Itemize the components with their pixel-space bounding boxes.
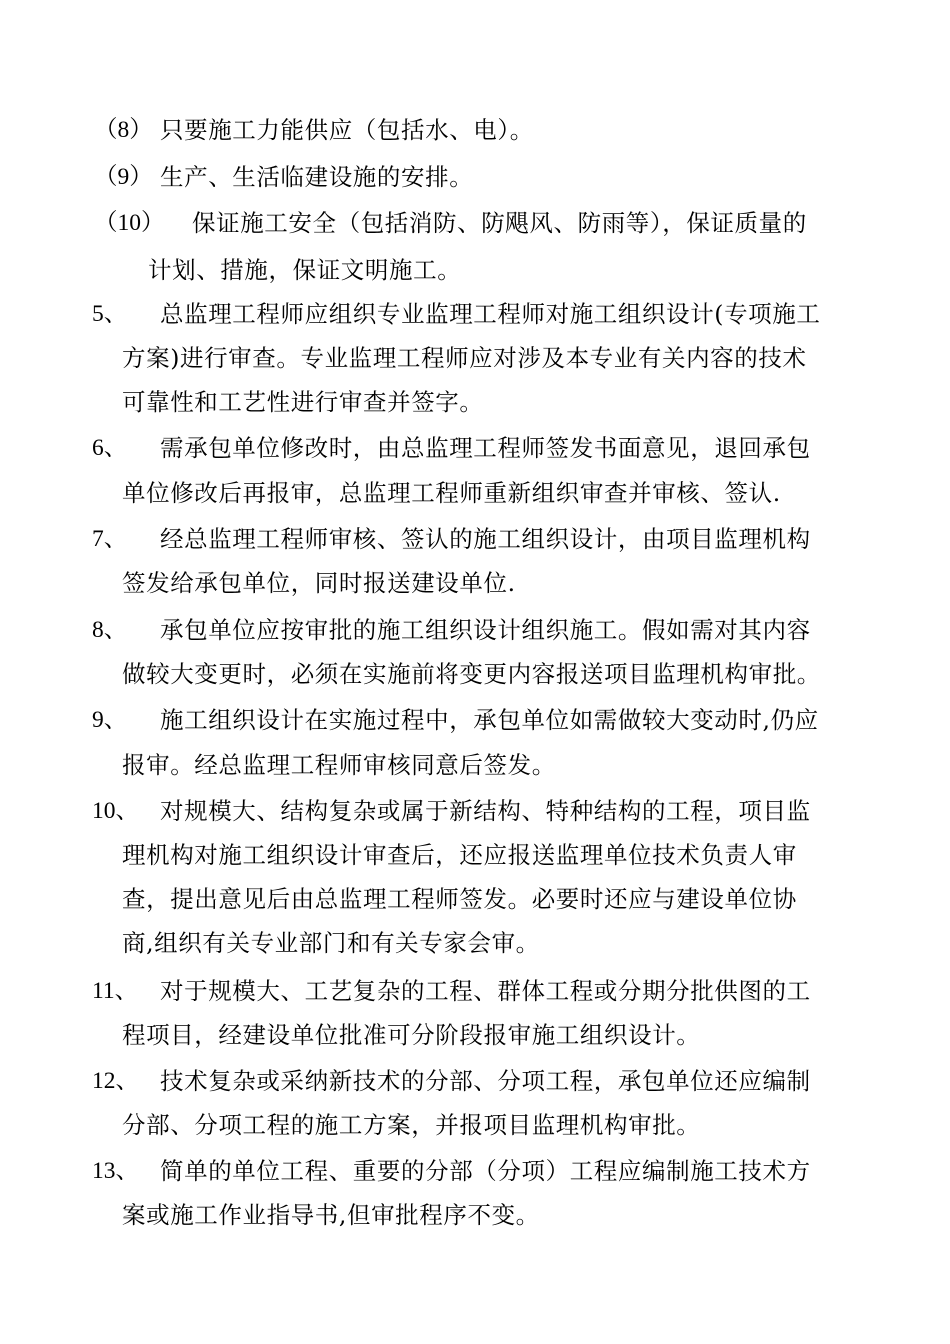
item-text-line: 只要施工力能供应（包括水、电）。 xyxy=(160,116,534,144)
item-text-line: 方案)进行审查。专业监理工程师应对涉及本专业有关内容的技术 xyxy=(122,344,807,372)
item-text-line: 简单的单位工程、重要的分部（分项）工程应编制施工技术方 xyxy=(160,1157,811,1185)
item-text-line: 案或施工作业指导书,但审批程序不变。 xyxy=(122,1201,540,1229)
item-text-line: 计划、措施，保证文明施工。 xyxy=(148,256,462,284)
item-text-line: 需承包单位修改时，由总监理工程师签发书面意见，退回承包 xyxy=(160,434,811,462)
item-number: （9） xyxy=(94,164,153,190)
item-number: 10、 xyxy=(92,798,139,824)
item-text-line: 程项目，经建设单位批准可分阶段报审施工组织设计。 xyxy=(122,1021,701,1049)
item-text-line: 单位修改后再报审，总监理工程师重新组织审查并审核、签认. xyxy=(122,479,781,507)
item-number: （10） xyxy=(94,210,165,236)
item-number: （8） xyxy=(94,117,153,143)
item-text-line: 报审。经总监理工程师审核同意后签发。 xyxy=(122,751,556,779)
item-number: 6、 xyxy=(92,435,128,461)
item-text-line: 商,组织有关专业部门和有关专家会审。 xyxy=(122,929,540,957)
item-number: 5、 xyxy=(92,301,128,327)
item-text-line: 技术复杂或采纳新技术的分部、分项工程，承包单位还应编制 xyxy=(160,1067,811,1095)
item-text-line: 签发给承包单位，同时报送建设单位. xyxy=(122,569,516,597)
item-number: 12、 xyxy=(92,1068,139,1094)
item-text-line: 做较大变更时，必须在实施前将变更内容报送项目监理机构审批。 xyxy=(122,660,821,688)
item-text-line: 总监理工程师应组织专业监理工程师对施工组织设计(专项施工 xyxy=(160,300,821,328)
item-text-line: 可靠性和工艺性进行审查并签字。 xyxy=(122,388,484,416)
item-text-line: 查，提出意见后由总监理工程师签发。必要时还应与建设单位协 xyxy=(122,885,797,913)
item-text-line: 理机构对施工组织设计审查后，还应报送监理单位技术负责人审 xyxy=(122,841,797,869)
item-number: 8、 xyxy=(92,617,128,643)
item-text-line: 保证施工安全（包括消防、防飓风、防雨等），保证质量的 xyxy=(192,209,807,237)
item-text-line: 对规模大、结构复杂或属于新结构、特种结构的工程，项目监 xyxy=(160,797,811,825)
item-number: 7、 xyxy=(92,526,128,552)
item-number: 13、 xyxy=(92,1158,139,1184)
item-text-line: 分部、分项工程的施工方案，并报项目监理机构审批。 xyxy=(122,1111,701,1139)
item-text-line: 承包单位应按审批的施工组织设计组织施工。假如需对其内容 xyxy=(160,616,811,644)
item-text-line: 生产、生活临建设施的安排。 xyxy=(160,163,474,191)
item-text-line: 经总监理工程师审核、签认的施工组织设计，由项目监理机构 xyxy=(160,525,811,553)
item-text-line: 施工组织设计在实施过程中，承包单位如需做较大变动时,仍应 xyxy=(160,706,819,734)
item-text-line: 对于规模大、工艺复杂的工程、群体工程或分期分批供图的工 xyxy=(160,977,811,1005)
item-number: 11、 xyxy=(92,978,139,1004)
item-number: 9、 xyxy=(92,707,128,733)
